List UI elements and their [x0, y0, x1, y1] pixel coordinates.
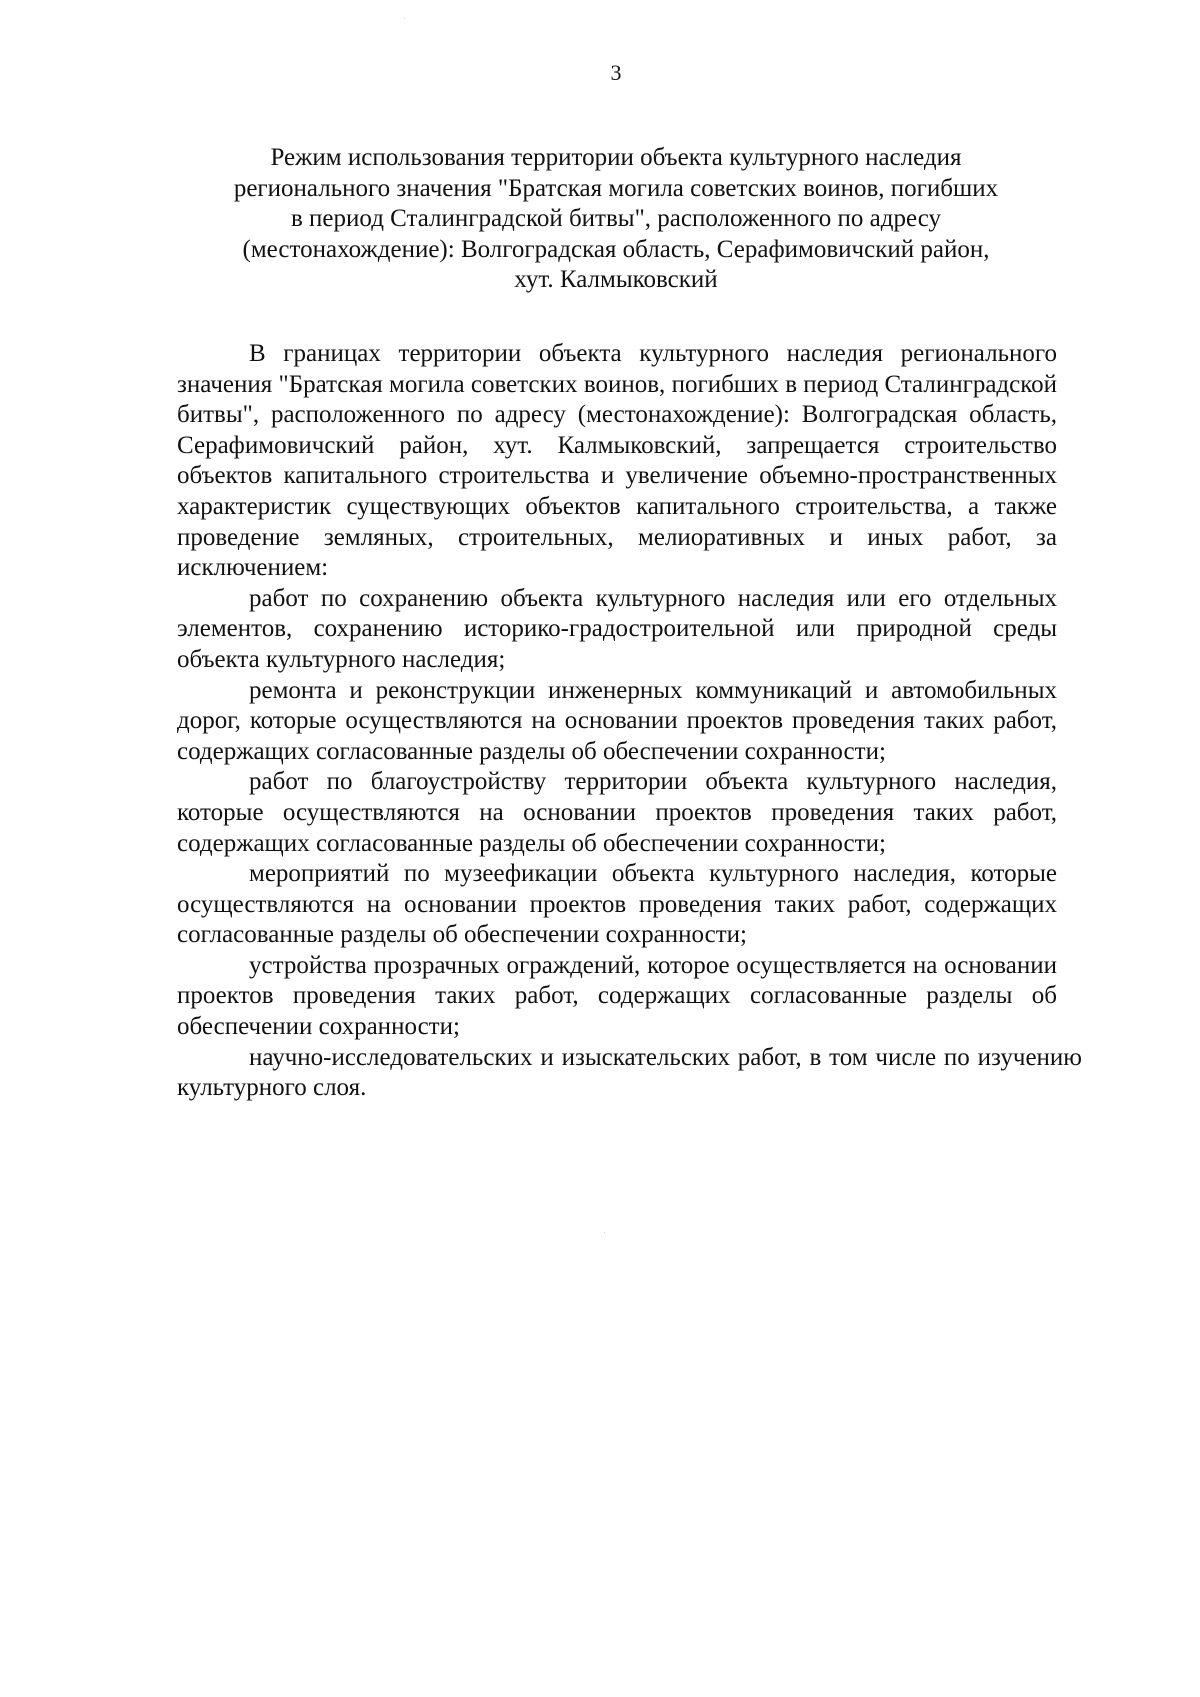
heading-line: Режим использования территории объекта культурного наследия: [270, 144, 962, 171]
heading-line: в период Сталинградской битвы", расположенного по адресу: [291, 205, 941, 232]
exception-item: ремонта и реконструкции инженерных коммуникаций и автомобильных дорог, которые осуществляются на основании проектов проведения таких работ, содержащих согласованные разделы об обеспечении сохранности;: [177, 676, 1057, 765]
heading-line: хут. Калмыковский: [514, 266, 718, 293]
exception-item: мероприятий по музеефикации объекта культурного наследия, которые осуществляются на основании проектов проведения таких работ, содержащих согласованные разделы об обеспечении сохранности;: [177, 860, 1057, 949]
exception-item: работ по сохранению объекта культурного наследия или его отдельных элементов, сохранению историко-градостроительной или природной среды объекта культурного наследия;: [177, 584, 1057, 673]
scan-speck: [404, 18, 405, 19]
exception-item: работ по благоустройству территории объекта культурного наследия, которые осуществляются на основании проектов проведения таких работ, содержащих согласованные разделы об обеспечении сохранности;: [177, 768, 1057, 857]
exception-item: устройства прозрачных ограждений, которое осуществляется на основании проектов проведения таких работ, содержащих согласованные разделы об обеспечении сохранности;: [177, 951, 1057, 1041]
heading-line: регионального значения "Братская могила советских воинов, погибших: [233, 174, 999, 202]
heading-line: (местонахождение): Волгоградская область, Серафимовичский район,: [242, 235, 990, 263]
scan-speck: [604, 1232, 605, 1233]
intro-paragraph: В границах территории объекта культурного наследия регионального значения "Братская могила советских воинов, погибших в период Сталинградской битвы", расположенного по адресу (местонахождение): Волгоградская область, Серафимовичский район, хут. Калмыковский, запрещается строительство объектов капитального строительства и увеличение объемно-пространственных характеристик существующих объектов капитального строительства, а также проведение земляных, строительных, мелиоративных и иных работ, за исключением:: [177, 340, 1057, 582]
document-body: [177, 339, 1082, 1104]
document-heading: [180, 143, 1052, 296]
page-number: 3: [610, 60, 622, 85]
exception-item: научно-исследовательских и изыскательских работ, в том числе по изучению культурного слоя.: [177, 1043, 1082, 1102]
